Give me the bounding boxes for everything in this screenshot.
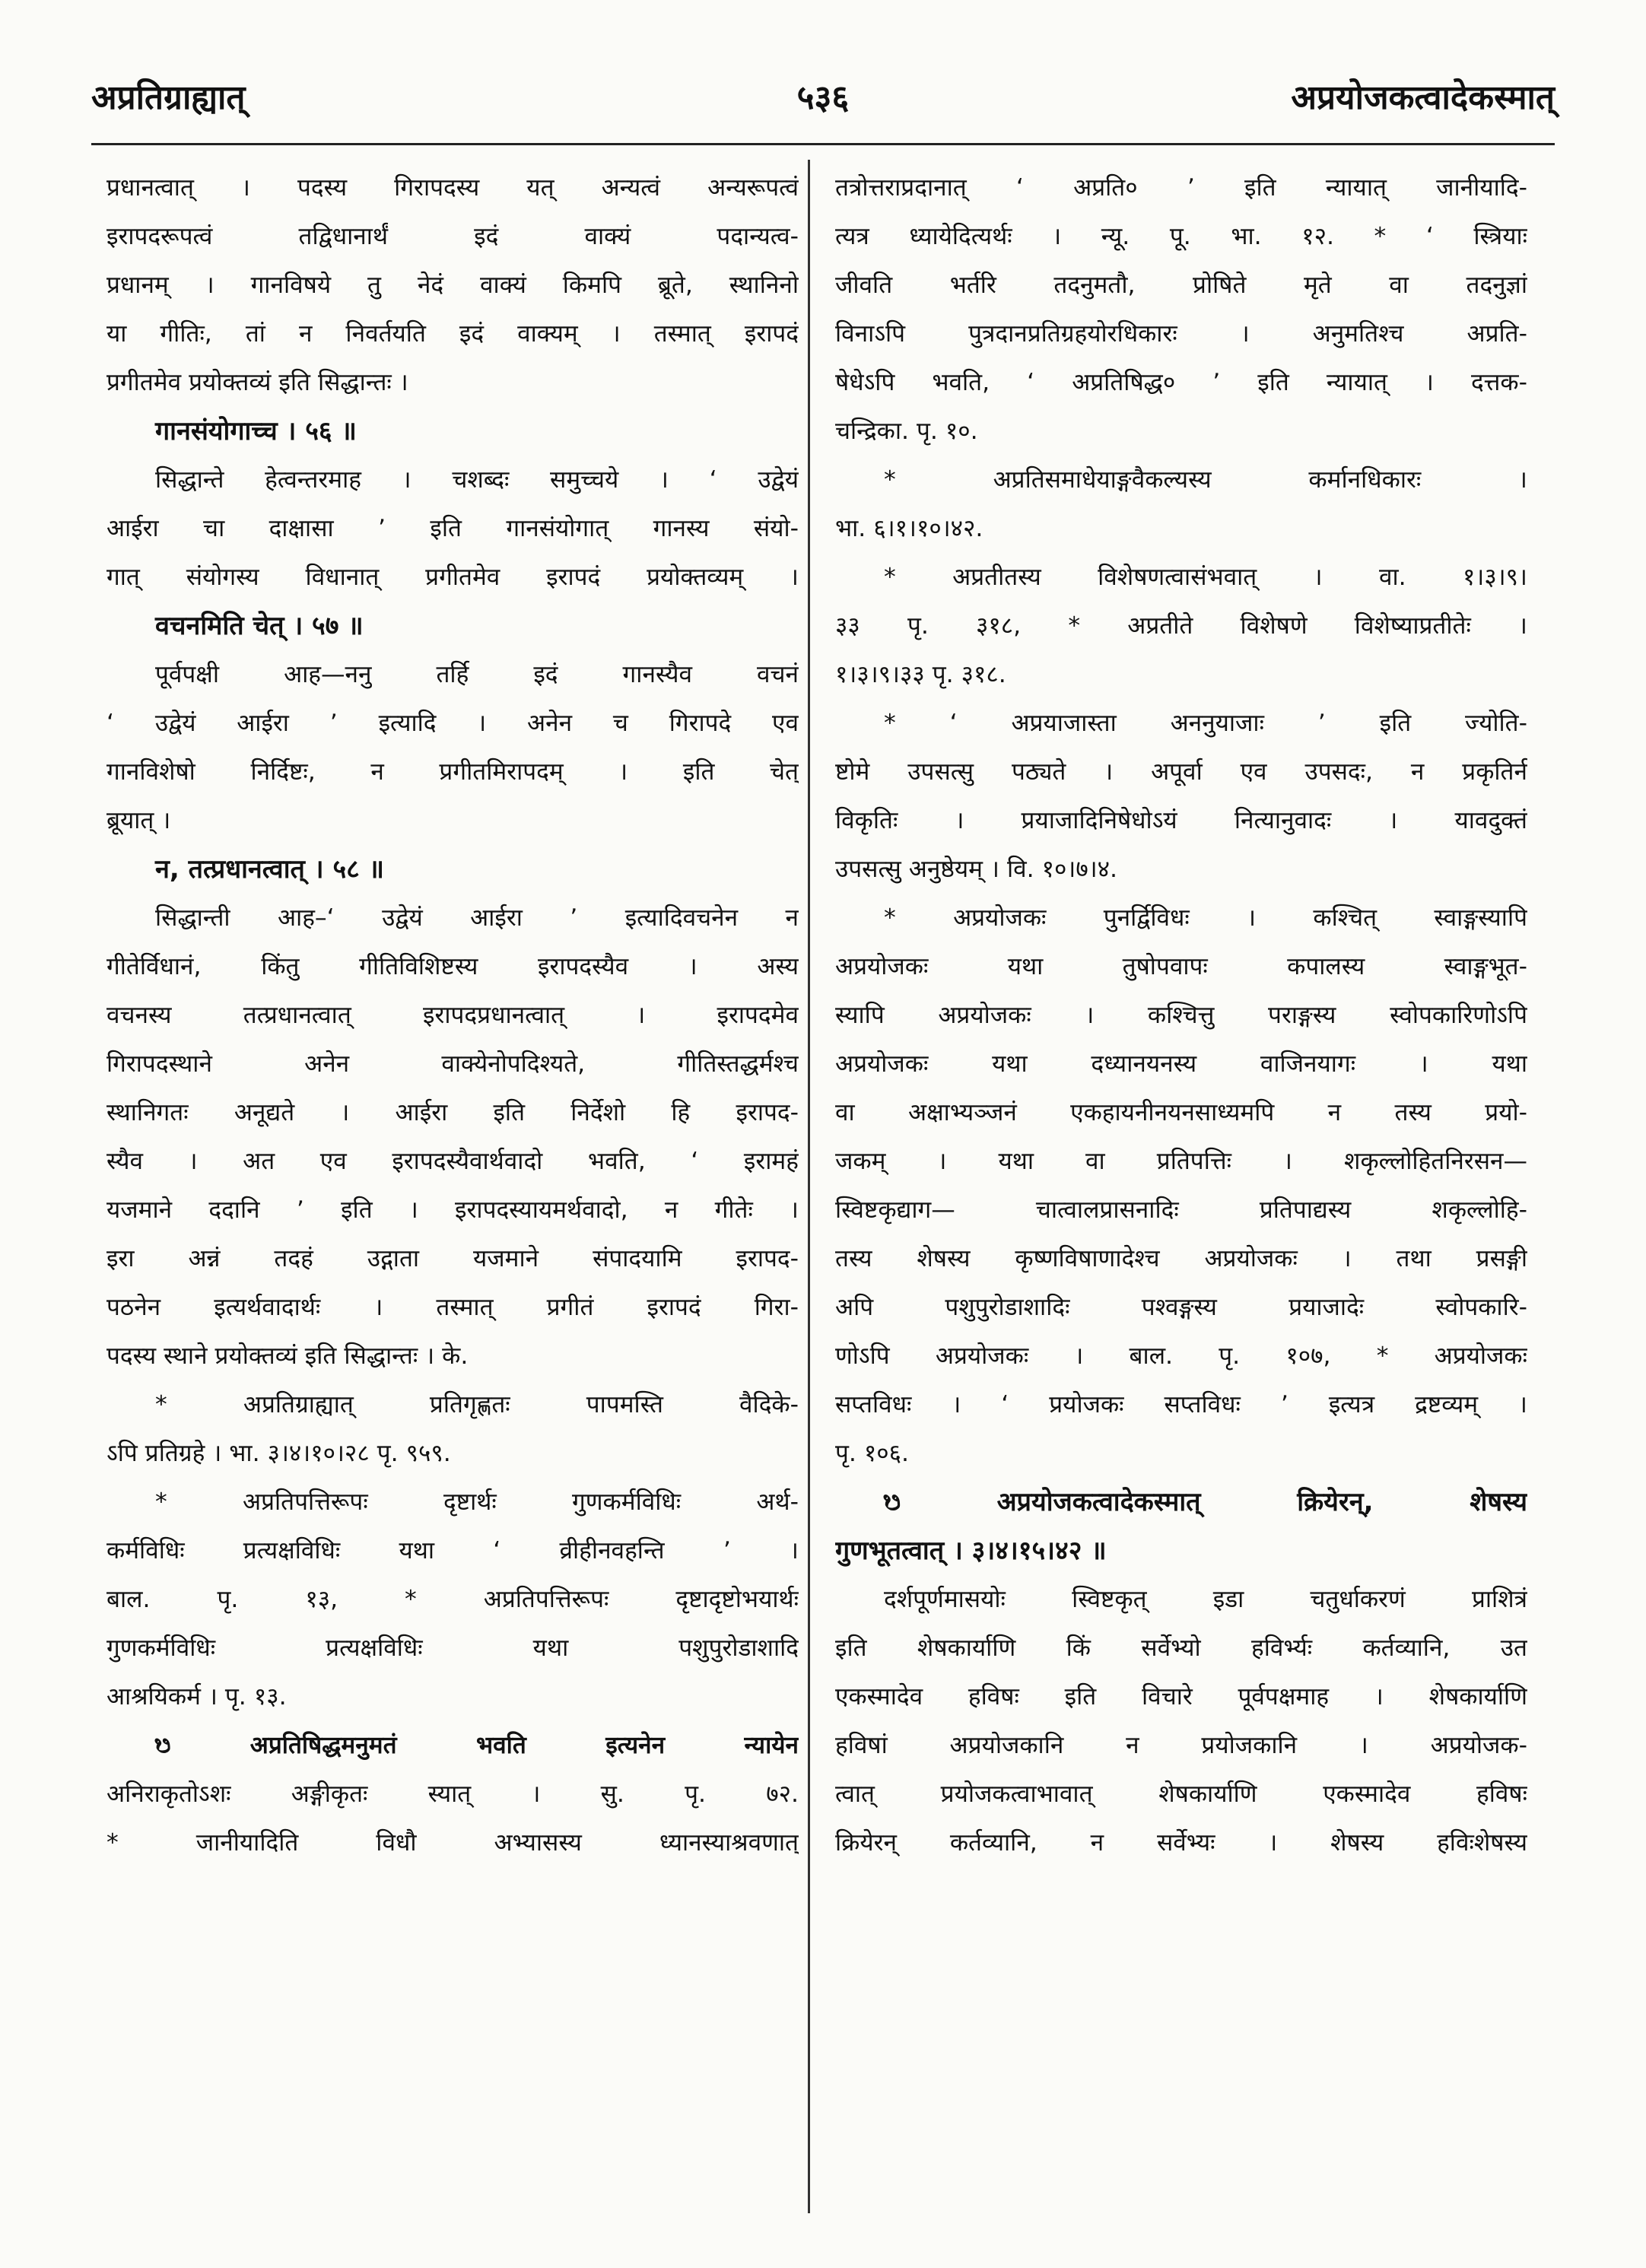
sutra-heading: न, तत्प्रधानत्वात् । ५८ ॥ xyxy=(155,854,385,885)
text-line: पृ. १०६. xyxy=(835,1440,910,1467)
text-line: त्वात् प्रयोजकत्वाभावात् शेषकार्याणि एकस्मादेव हविषः xyxy=(835,1780,1527,1808)
text-line: हविषां अप्रयोजकानि न प्रयोजकानि । अप्रयोजक- xyxy=(835,1732,1527,1759)
text-line: प्रधानम् । गानविषये तु नेदं वाक्यं किमपि ब्रूते, स्थानिनो xyxy=(106,272,799,299)
text-line: पठनेन इत्यर्थवादार्थः । तस्मात् प्रगीतं इरापदं गिरा- xyxy=(106,1294,799,1321)
sutra-heading: वचनमिति चेत् । ५७ ॥ xyxy=(155,611,364,641)
text-line: आश्रयिकर्म । पृ. १३. xyxy=(106,1683,287,1711)
text-line: इरा अन्नं तदहं उद्गाता यजमाने संपादयामि इरापद- xyxy=(106,1245,799,1272)
text-line: ऽपि प्रतिग्रहे । भा. ३।४।१०।२८ पृ. ९५९. xyxy=(106,1440,451,1467)
text-line: अप्रयोजकः यथा तुषोपवापः कपालस्य स्वाङ्गभूत- xyxy=(835,953,1527,980)
entry-line: * ‘ अप्रयाजास्ता अननुयाजाः ’ इति ज्योति- xyxy=(884,710,1527,737)
text-line: बाल. पृ. १३, * अप्रतिपत्तिरूपः दृष्टादृष्टोभयार्थः xyxy=(106,1586,799,1613)
text-line: एकस्मादेव हविषः इति विचारे पूर्वपक्षमाह । शेषकार्याणि xyxy=(835,1683,1527,1711)
text-line: पदस्य स्थाने प्रयोक्तव्यं इति सिद्धान्तः । के. xyxy=(106,1342,469,1370)
text-line: आईरा चा दाक्षासा ’ इति गानसंयोगात् गानस्य संयो- xyxy=(106,515,799,542)
entry-line: * अप्रतीतस्य विशेषणत्वासंभवात् । वा. १।३।९। xyxy=(884,564,1527,591)
nyaya-heading: ᳫ अप्रतिषिद्धमनुमतं भवति इत्यनेन न्यायेन xyxy=(155,1732,799,1759)
text-line: अनिराकृतोऽशः अङ्गीकृतः स्यात् । सु. पृ. ७२. xyxy=(106,1780,799,1808)
text-line: णोऽपि अप्रयोजकः । बाल. पृ. १०७, * अप्रयोजकः xyxy=(835,1342,1527,1370)
text-line: स्थानिगतः अनूद्यते । आईरा इति निर्देशो हि इरापद- xyxy=(106,1099,799,1126)
text-line: प्रधानत्वात् । पदस्य गिरापदस्य यत् अन्यत्वं अन्यरूपत्वं xyxy=(106,174,799,202)
text-line: या गीतिः, तां न निवर्तयति इदं वाक्यम् । तस्मात् इरापदं xyxy=(106,320,799,348)
right-column xyxy=(835,164,1527,1867)
running-head-left: अप्रतिग्राह्यात् xyxy=(91,78,246,117)
running-head-right: अप्रयोजकत्वादेकस्मात् xyxy=(1291,78,1555,117)
page-header xyxy=(91,73,1555,134)
text-line: ष्टोमे उपसत्सु पठ्यते । अपूर्वा एव उपसदः, न प्रकृतिर्न xyxy=(835,758,1527,786)
text-line: गिरापदस्थाने अनेन वाक्येनोपदिश्यते, गीतिस्तद्धर्मश्च xyxy=(106,1050,799,1078)
header-rule xyxy=(91,143,1555,145)
text-line: ३३ पृ. ३१८, * अप्रतीते विशेषणे विशेष्याप्रतीतेः । xyxy=(835,612,1527,640)
text-line: अप्रयोजकः यथा दध्यानयनस्य वाजिनयागः । यथा xyxy=(835,1050,1527,1078)
text-line: इरापदरूपत्वं तद्विधानार्थं इदं वाक्यं पदान्यत्व- xyxy=(106,223,799,250)
entry-line: * अप्रतिसमाधेयाङ्गवैकल्यस्य कर्मानधिकारः । xyxy=(884,466,1527,494)
text-line: उपसत्सु अनुष्ठेयम् । वि. १०।७।४. xyxy=(835,856,1118,883)
text-line: प्रगीतमेव प्रयोक्तव्यं इति सिद्धान्तः । xyxy=(106,369,408,396)
sutra-heading: गानसंयोगाच्च । ५६ ॥ xyxy=(155,416,357,446)
left-column xyxy=(106,164,799,1867)
text-line: विनाऽपि पुत्रदानप्रतिग्रहयोरधिकारः । अनुमतिश्च अप्रति- xyxy=(835,320,1527,348)
text-line: यजमाने ददानि ’ इति । इरापदस्यायमर्थवादो, न गीतेः । xyxy=(106,1196,799,1224)
text-line: चन्द्रिका. पृ. १०. xyxy=(835,418,978,445)
text-line: स्विष्टकृद्याग— चात्वालप्रासनादिः प्रतिपाद्यस्य शकृल्लोहि- xyxy=(835,1196,1527,1224)
text-line: सिद्धान्ती आह–‘ उद्वेयं आईरा ’ इत्यादिवचनेन न xyxy=(155,904,799,932)
text-line: वा अक्षाभ्यञ्जनं एकहायनीनयनसाध्यमपि न तस्य प्रयो- xyxy=(835,1099,1527,1126)
entry-line: * जानीयादिति विधौ अभ्यासस्य ध्यानस्याश्रवणात् xyxy=(106,1829,799,1857)
text-line: अपि पशुपुरोडाशादिः पश्वङ्गस्य प्रयाजादेः स्वोपकारि- xyxy=(835,1294,1527,1321)
sutra-heading: गुणभूतत्वात् । ३।४।१५।४२ ॥ xyxy=(835,1536,1107,1566)
text-line: जकम् । यथा वा प्रतिपत्तिः । शकृल्लोहितनिरसन— xyxy=(835,1148,1527,1175)
page-number: ५३६ xyxy=(796,78,850,117)
sutra-heading: ᳫ अप्रयोजकत्वादेकस्मात् क्रियेरन्, शेषस्य xyxy=(884,1487,1527,1517)
text-line: तस्य शेषस्य कृष्णविषाणादेश्च अप्रयोजकः । तथा प्रसङ्गी xyxy=(835,1245,1527,1272)
text-line: सिद्धान्ते हेत्वन्तरमाह । चशब्दः समुच्चये । ‘ उद्वेयं xyxy=(155,466,799,494)
text-line: ब्रूयात् । xyxy=(106,807,171,834)
text-line: सप्तविधः । ‘ प्रयोजकः सप्तविधः ’ इत्यत्र द्रष्टव्यम् । xyxy=(835,1391,1527,1418)
text-line: स्यापि अप्रयोजकः । कश्चित्तु पराङ्गस्य स्वोपकारिणोऽपि xyxy=(835,1002,1527,1029)
text-line: इति शेषकार्याणि किं सर्वेभ्यो हविर्भ्यः कर्तव्यानि, उत xyxy=(835,1634,1527,1662)
text-line: षेधेऽपि भवति, ‘ अप्रतिषिद्ध० ’ इति न्यायात् । दत्तक- xyxy=(835,369,1527,396)
text-line: स्यैव । अत एव इरापदस्यैवार्थवादो भवति, ‘ इरामहं xyxy=(106,1148,799,1175)
text-line: कर्मविधिः प्रत्यक्षविधिः यथा ‘ व्रीहीनवहन्ति ’ । xyxy=(106,1537,799,1564)
entry-line: * अप्रतिग्राह्यात् प्रतिगृह्णतः पापमस्ति वैदिके- xyxy=(155,1391,799,1418)
text-line: क्रियेरन् कर्तव्यानि, न सर्वेभ्यः । शेषस्य हविःशेषस्य xyxy=(835,1829,1527,1857)
text-line: तत्रोत्तराप्रदानात् ‘ अप्रति० ’ इति न्यायात् जानीयादि- xyxy=(835,174,1527,202)
entry-line: * अप्रयोजकः पुनर्द्विविधः । कश्चित् स्वाङ्गस्यापि xyxy=(884,904,1527,932)
text-line: ‘ उद्वेयं आईरा ’ इत्यादि । अनेन च गिरापदे एव xyxy=(106,710,799,737)
text-line: गानविशेषो निर्दिष्टः, न प्रगीतमिरापदम् । इति चेत् xyxy=(106,758,799,786)
text-line: दर्शपूर्णमासयोः स्विष्टकृत् इडा चतुर्धाकरणं प्राशित्रं xyxy=(884,1586,1527,1613)
text-line: जीवति भर्तरि तदनुमतौ, प्रोषिते मृते वा तदनुज्ञां xyxy=(835,272,1527,299)
text-line: वचनस्य तत्प्रधानत्वात् इरापदप्रधानत्वात् । इरापदमेव xyxy=(106,1002,799,1029)
text-line: गात् संयोगस्य विधानात् प्रगीतमेव इरापदं प्रयोक्तव्यम् । xyxy=(106,564,799,591)
text-line: भा. ६।१।१०।४२. xyxy=(835,515,983,542)
text-line: त्यत्र ध्यायेदित्यर्थः । न्यू. पू. भा. १२. * ‘ स्त्रियाः xyxy=(835,223,1527,250)
column-divider xyxy=(808,160,810,2213)
text-line: पूर्वपक्षी आह—ननु तर्हि इदं गानस्यैव वचनं xyxy=(155,661,799,688)
entry-line: * अप्रतिपत्तिरूपः दृष्टार्थः गुणकर्मविधिः अर्थ- xyxy=(155,1488,799,1516)
text-line: गुणकर्मविधिः प्रत्यक्षविधिः यथा पशुपुरोडाशादि xyxy=(106,1634,799,1662)
text-line: गीतेर्विधानं, किंतु गीतिविशिष्टस्य इरापदस्यैव । अस्य xyxy=(106,953,799,980)
text-line: विकृतिः । प्रयाजादिनिषेधोऽयं नित्यानुवादः । यावदुक्तं xyxy=(835,807,1527,834)
text-line: १।३।९।३३ पृ. ३१८. xyxy=(835,661,1006,688)
